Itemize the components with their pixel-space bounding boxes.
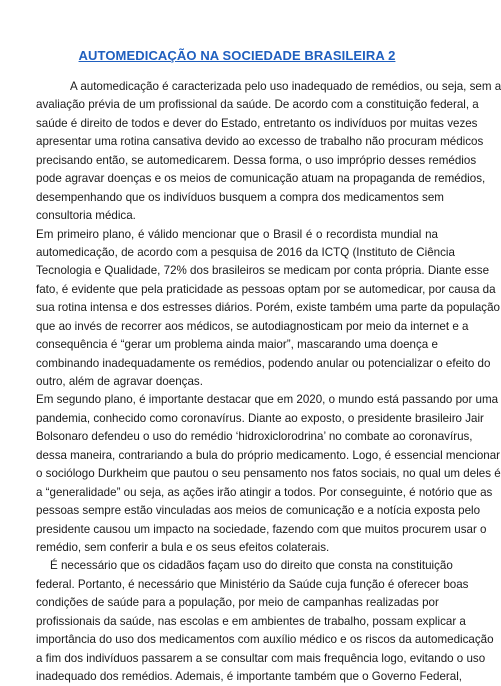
text-line: A automedicação é caracterizada pelo uso inadequado de remédios, ou seja, sem a — [70, 80, 501, 93]
document-title: AUTOMEDICAÇÃO NA SOCIEDADE BRASILEIRA 2 — [78, 48, 396, 63]
text-line: Em segundo plano, é importante destacar que em 2020, o mundo está passando por uma — [36, 393, 499, 407]
text-line: federal. Portanto, é necessário que Ministério da Saúde cuja função é oferecer boas — [36, 577, 469, 591]
text-line: É necessário que os cidadãos façam uso do direito que consta na constituição — [50, 559, 453, 573]
text-line: a fim dos indivíduos passarem a se consultar com mais frequência logo, evitando o uso — [36, 651, 486, 665]
text-line: sua rotina intensa e dos estresses diários. Porém, existe também uma parte da população — [36, 301, 500, 315]
text-line: consultoria médica. — [36, 209, 136, 223]
text-line: Bolsonaro defendeu o uso do remédio ‘hidroxiclorodrina’ no combate ao coronavírus, — [36, 430, 473, 444]
text-line: remédio, sem conferir a bula e os seus efeitos colaterais. — [36, 540, 330, 554]
text-line: outro, além de agravar doenças. — [36, 375, 203, 388]
text-line: dessa maneira, contrariando a bula do próprio medicamento. Logo, é essencial mencionar — [36, 448, 501, 462]
text-line: que ao invés de recorrer aos médicos, se autodiagnosticam por meio da internet e a — [36, 319, 469, 333]
text-line: pandemia, conhecido como coronavírus. Diante ao exposto, o presidente brasileiro Jair — [36, 411, 484, 425]
text-line: presidente causou um impacto na sociedade, fazendo com que muitos procurem usar o — [36, 522, 487, 536]
text-line: combinando inadequadamente os remédios, podendo anular ou potencializar o efeito do — [36, 356, 491, 370]
text-line: importância do uso dos medicamentos com auxílio médico e os riscos da automedicação — [36, 633, 494, 647]
text-line: Em primeiro plano, é válido mencionar que o Brasil é o recordista mundial na — [36, 227, 438, 241]
text-line: consequência é “gerar um problema ainda maior”, mascarando uma doença e — [36, 338, 438, 352]
text-line: pessoas sempre estão vinculadas aos meios de comunicação e a notícia exposta pelo — [36, 504, 481, 518]
text-line: automedicação, de acordo com a pesquisa de 2016 da ICTQ (Instituto de Ciência — [36, 245, 455, 259]
text-line: pode agravar doenças e os meios de comunicação atuam na propaganda de remédios, — [36, 172, 486, 186]
text-line: o sociólogo Durkheim que pautou o seu pensamento nos fatos sociais, no qual um deles é — [36, 467, 501, 481]
text-line: fato, é evidente que pela praticidade as pessoas optam por se automedicar, por causa da — [36, 282, 496, 296]
text-line: saúde é direito de todos e dever do Estado, entretanto os indivíduos por muitas vezes — [36, 116, 478, 130]
text-line: condições de saúde para a população, por meio de campanhas realizadas por — [36, 596, 439, 610]
text-line: precisando então, se automedicarem. Dessa forma, o uso impróprio desses remédios — [36, 153, 477, 167]
text-line: desempenhando que os indivíduos busquem a compra dos medicamentos sem — [36, 190, 444, 204]
text-line: a “generalidade” ou seja, as ações irão atingir a todos. Por conseguinte, é notório que as — [36, 485, 493, 499]
text-line: Tecnologia e Qualidade, 72% dos brasileiros se medicam por conta própria. Diante esse — [36, 264, 490, 278]
text-line: inadequado dos remédios. Ademais, é importante também que o Governo Federal, — [36, 670, 462, 683]
text-line: profissionais da saúde, nas escolas e em ambientes de trabalho, possam explicar a — [36, 614, 466, 628]
document-body — [36, 78, 501, 686]
text-line: apresentar uma rotina cansativa devido ao excesso de trabalho não procuram médicos — [36, 135, 484, 149]
text-line: avaliação prévia de um profissional da saúde. De acordo com a constituição federal, a — [36, 98, 479, 112]
